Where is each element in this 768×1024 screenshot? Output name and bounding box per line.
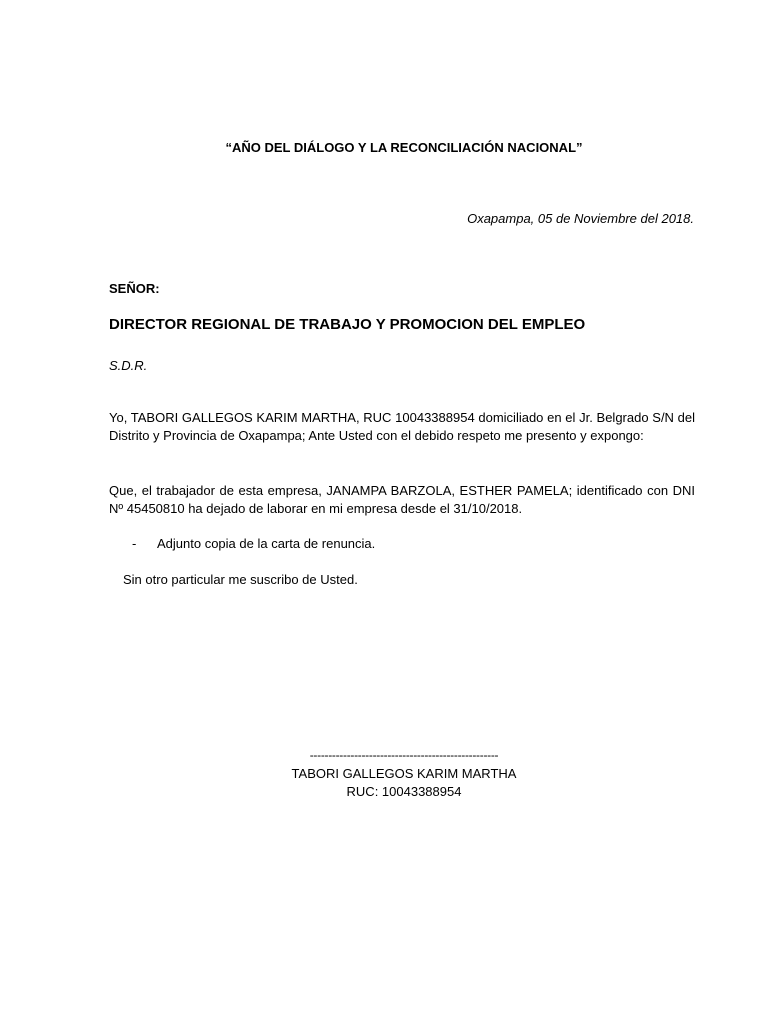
signature-line: ---------------------------------------------------: [309, 748, 499, 762]
sdr-abbreviation: S.D.R.: [109, 358, 148, 373]
bullet-dash: -: [132, 536, 137, 551]
closing-sentence: Sin otro particular me suscribo de Usted.: [123, 572, 358, 587]
year-title: “AÑO DEL DIÁLOGO Y LA RECONCILIACIÓN NACIONAL”: [225, 140, 583, 155]
signatory-ruc: RUC: 10043388954: [346, 784, 462, 799]
place-date: Oxapampa, 05 de Noviembre del 2018.: [467, 211, 694, 226]
addressee-title: DIRECTOR REGIONAL DE TRABAJO Y PROMOCION DEL EMPLEO: [109, 316, 586, 333]
attachment-list-item: [132, 536, 375, 551]
attachment-text: Adjunto copia de la carta de renuncia.: [157, 536, 376, 551]
body-paragraph-introduction: Yo, TABORI GALLEGOS KARIM MARTHA, RUC 10043388954 domiciliado en el Jr. Belgrado S/N del Distrito y Provincia de Oxapampa; Ante Usted con el debido respeto me presento y expongo:: [109, 410, 695, 443]
salutation: SEÑOR:: [109, 281, 160, 296]
signatory-name: TABORI GALLEGOS KARIM MARTHA: [291, 766, 517, 781]
body-paragraph-statement: Que, el trabajador de esta empresa, JANAMPA BARZOLA, ESTHER PAMELA; identificado con DNI Nº 45450810 ha dejado de laborar en mi empresa desde el 31/10/2018.: [109, 483, 695, 516]
